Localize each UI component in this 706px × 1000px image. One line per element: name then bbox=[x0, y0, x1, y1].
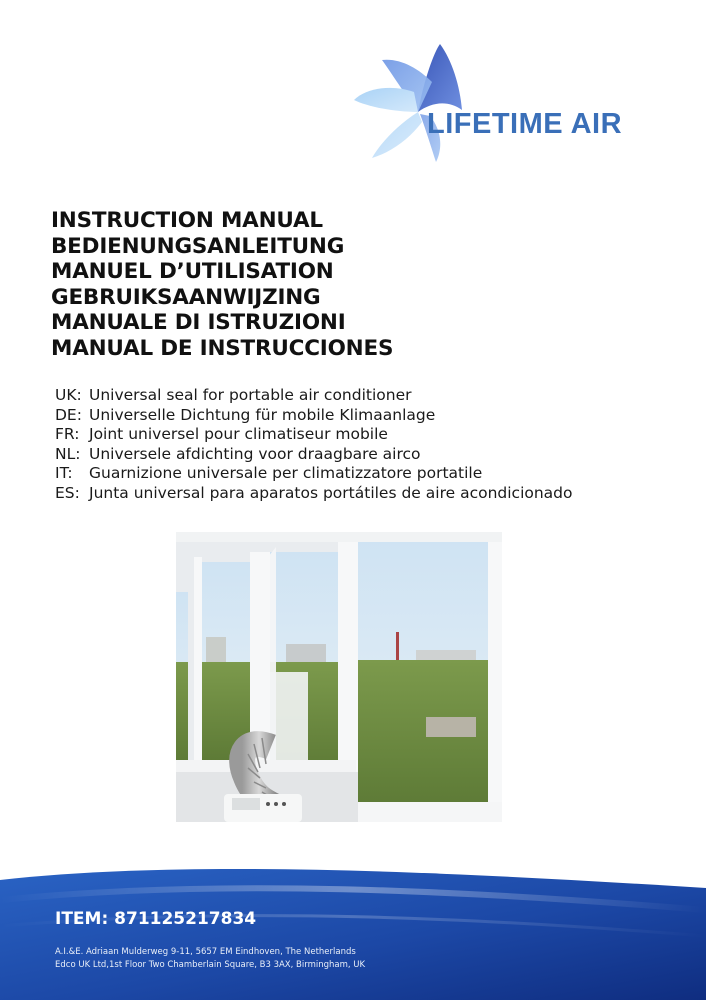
lang-code: NL: bbox=[55, 444, 81, 463]
title-de: BEDIENUNGSANLEITUNG bbox=[51, 233, 345, 259]
product-photo bbox=[176, 532, 502, 822]
brand-logo bbox=[352, 40, 652, 165]
product-line-es bbox=[55, 484, 573, 504]
product-text: Universelle Dichtung für mobile Klimaanlage bbox=[89, 405, 436, 424]
product-line-de bbox=[55, 406, 573, 426]
product-text: Universal seal for portable air conditioner bbox=[89, 386, 412, 404]
product-text: Universele afdichting voor draagbare airco bbox=[89, 444, 421, 463]
product-descriptions bbox=[55, 386, 573, 504]
brand-name: LIFETIME AIR bbox=[427, 108, 623, 140]
lang-code: ES: bbox=[55, 483, 80, 502]
product-text: Guarnizione universale per climatizzatore portatile bbox=[89, 464, 483, 483]
footer-band bbox=[0, 860, 706, 1000]
product-text: Junta universal para aparatos portátiles de aire acondicionado bbox=[89, 483, 573, 502]
title-es: MANUAL DE INSTRUCCIONES bbox=[51, 335, 394, 361]
lang-code: IT: bbox=[55, 464, 73, 483]
manual-titles bbox=[51, 208, 393, 361]
lang-code: FR: bbox=[55, 425, 80, 444]
address-line-nl: A.I.&E. Adriaan Mulderweg 9-11, 5657 EM Eindhoven, The Netherlands bbox=[55, 947, 356, 957]
title-it: MANUALE DI ISTRUZIONI bbox=[51, 310, 346, 335]
product-line-fr bbox=[55, 425, 573, 445]
item-number: ITEM: 871125217834 bbox=[55, 909, 257, 929]
title-nl: GEBRUIKSAANWIJZING bbox=[51, 284, 321, 310]
product-line-nl bbox=[55, 445, 573, 465]
lang-code: UK: bbox=[55, 386, 82, 404]
product-text: Joint universel pour climatiseur mobile bbox=[89, 425, 388, 444]
address-line-uk: Edco UK Ltd,1st Floor Two Chamberlain Square, B3 3AX, Birmingham, UK bbox=[55, 960, 366, 970]
logo-petals-icon bbox=[352, 40, 652, 165]
product-line-uk bbox=[55, 386, 573, 406]
product-line-it bbox=[55, 464, 573, 484]
lang-code: DE: bbox=[55, 405, 82, 424]
title-en: INSTRUCTION MANUAL bbox=[51, 208, 323, 233]
title-fr: MANUEL D’UTILISATION bbox=[51, 259, 334, 284]
